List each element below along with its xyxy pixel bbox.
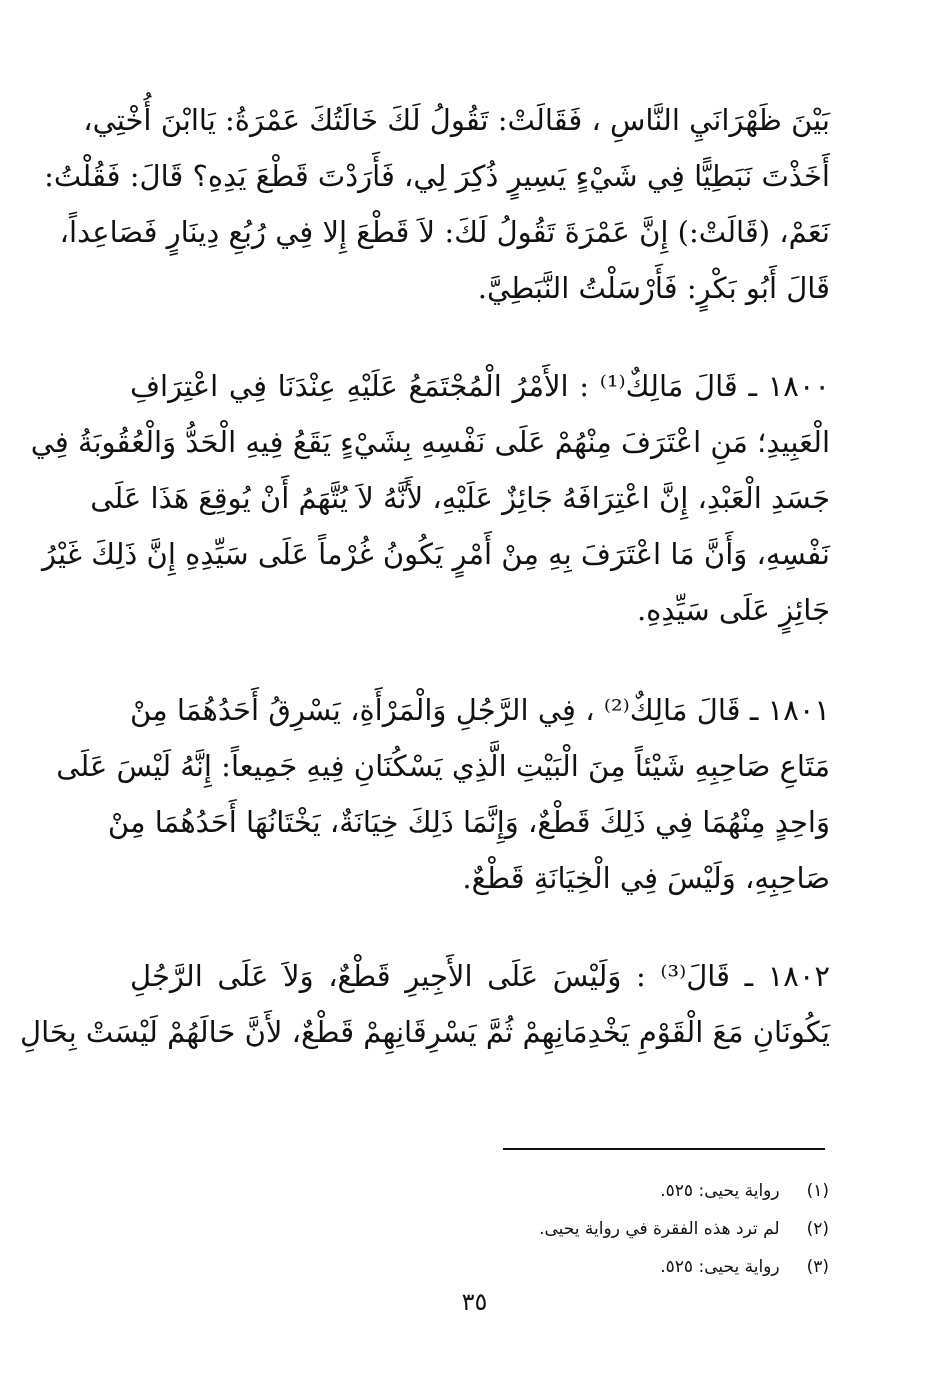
footnote-number: (٣)	[806, 1257, 829, 1277]
text-line: مَتَاعِ صَاحِبِهِ شَيْئاً مِنَ الْبَيْتِ الَّذِي يَسْكُنَانِ فِيهِ جَمِيعاً: إِنَّهُ لَيْسَ عَلَى	[56, 749, 830, 783]
text-line: يَكُونَانِ مَعَ الْقَوْمِ يَخْدِمَانِهِمْ ثُمَّ يَسْرِقَانِهِمْ قَطْعٌ، لأَنَّ حَالَهُمْ لَيْسَتْ بِحَالِ	[20, 1015, 830, 1049]
paragraph-1801	[56, 682, 830, 906]
footnote-text: لم ترد هذه الفقرة في رواية يحيى.	[539, 1219, 780, 1239]
text-line: نَعَمْ، (قَالَتْ:) إِنَّ عَمْرَةَ تَقُولُ لَكَ: لاَ قَطْعَ إِلا فِي رُبُعِ دِينَارٍ فَصَاعِداً،	[59, 215, 830, 249]
page-body	[20, 92, 830, 1060]
text-line: بَيْنَ ظَهْرَانَيِ النَّاسِ ، فَقَالَتْ: تَقُولُ لَكَ خَالَتُكَ عَمْرَةُ: يَاابْنَ أُخْتِي،	[83, 103, 830, 137]
text-line: جَسَدِ الْعَبْدِ، إِنَّ اعْتِرَافَهُ جَائِزٌ عَلَيْهِ، لأَنَّهُ لاَ يُتَّهَمُ أَنْ يُوقِعَ هَذَا عَلَى	[90, 481, 830, 515]
text-line: الْعَبِيدِ؛ مَنِ اعْتَرَفَ مِنْهُمْ عَلَى نَفْسِهِ بِشَيْءٍ يَقَعُ فِيهِ الْحَدُّ وَالْعُقُوبَةُ فِي	[30, 425, 830, 459]
footnote-divider	[503, 1148, 825, 1150]
text-line: ١٨٠١ ـ قَالَ مَالِكٌ⁽²⁾ ، فِي الرَّجُلِ وَالْمَرْأَةِ، يَسْرِقُ أَحَدُهُمَا مِنْ	[130, 693, 830, 727]
text-line: نَفْسِهِ، وَأَنَّ مَا اعْتَرَفَ بِهِ مِنْ أَمْرٍ يَكُونُ غُرْماً عَلَى سَيِّدِهِ إِنَّ ذَلِكَ غَيْرُ	[42, 537, 830, 571]
footnote	[329, 1172, 829, 1210]
text-line: أَخَذْتَ نَبَطِيًّا فِي شَيْءٍ يَسِيرٍ ذُكِرَ لِي، فَأَرَدْتَ قَطْعَ يَدِهِ؟ قَالَ: فَقُلْتُ:	[44, 159, 830, 193]
footnote	[329, 1210, 829, 1248]
text-line: وَاحِدٍ مِنْهُمَا فِي ذَلِكَ قَطْعٌ، وَإِنَّمَا ذَلِكَ خِيَانَةٌ، يَخْتَانُهَا أَحَدُهُمَا مِنْ	[107, 805, 830, 839]
footnote-text: رواية يحيى: ٥٢٥.	[660, 1181, 780, 1201]
footnote-number: (٢)	[806, 1219, 829, 1239]
page-number: ٣٥	[461, 1288, 488, 1316]
footnote	[329, 1248, 829, 1286]
text-line: صَاحِبِهِ، وَلَيْسَ فِي الْخِيَانَةِ قَطْعٌ.	[462, 861, 830, 895]
paragraph-1800	[30, 358, 830, 638]
text-line: ١٨٠٢ ـ قَالَ⁽³⁾ : وَلَيْسَ عَلَى الأَجِيرِ قَطْعٌ، وَلاَ عَلَى الرَّجُلِ	[130, 959, 830, 993]
text-line: قَالَ أَبُو بَكْرٍ: فَأَرْسَلْتُ النَّبَطِيَّ.	[477, 271, 830, 305]
footnote-number: (١)	[806, 1181, 829, 1201]
text-line: جَائِزٍ عَلَى سَيِّدِهِ.	[636, 593, 830, 627]
text-line: ١٨٠٠ ـ قَالَ مَالِكٌ⁽¹⁾ : الأَمْرُ الْمُجْتَمَعُ عَلَيْهِ عِنْدَنَا فِي اعْتِرَافِ	[130, 369, 830, 403]
footnote-text: رواية يحيى: ٥٢٥.	[660, 1257, 780, 1277]
paragraph-continuation	[44, 92, 830, 316]
paragraph-1802	[20, 948, 830, 1060]
footnotes	[329, 1172, 829, 1286]
